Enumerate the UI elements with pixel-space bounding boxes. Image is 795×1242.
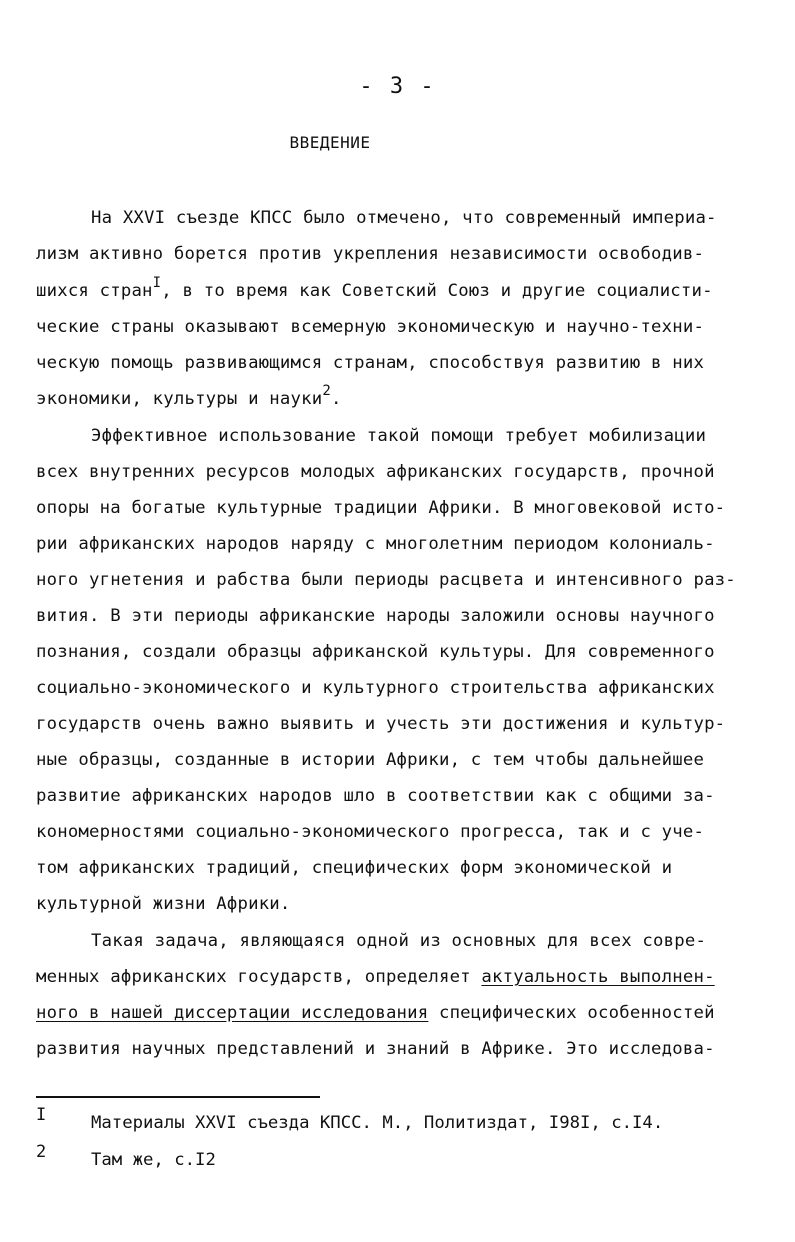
text-line: кономерностями социально-экономического прогресса, так и с уче- (36, 822, 705, 842)
footnote-mark: 2 (36, 1142, 47, 1162)
text-line: развитие африканских народов шло в соответствии как с общими за- (36, 786, 715, 806)
text-line: том африканских традиций, специфических форм экономической и (36, 858, 673, 878)
text-line: ческие страны оказывают всемерную экономическую и научно-техни- (36, 317, 705, 337)
footnote-text: Материалы XXVI съезда КПСС. М., Политиздат, I98I, с.I4. (91, 1113, 664, 1133)
text-line (36, 1001, 715, 1025)
text-run: . (330, 389, 342, 409)
text-line: опоры на богатые культурные традиции Африки. В многовековой исто- (36, 498, 726, 518)
text-line: познания, создали образцы африканской культуры. Для современного (36, 642, 715, 662)
text-run: специфических особенностей (428, 1003, 715, 1023)
text-line: ные образцы, созданные в истории Африки, с тем чтобы дальнейшее (36, 750, 705, 770)
text-line: всех внутренних ресурсов молодых африканских государств, прочной (36, 462, 715, 482)
text-line: ческую помощь развивающимся странам, способствуя развитию в них (36, 353, 705, 373)
text-line (36, 965, 715, 989)
text-line: Эффективное использование такой помощи требует мобилизации (91, 426, 707, 446)
page-number: - 3 - (359, 74, 436, 99)
text-line (36, 383, 342, 411)
footnote-mark: I (36, 1105, 47, 1125)
text-line: ного угнетения и рабства были периоды расцвета и интенсивного раз- (36, 570, 736, 590)
text-run: шихся стран (36, 281, 153, 301)
footnote-ref: 2 (322, 383, 331, 399)
text-line: культурной жизни Африки. (36, 894, 291, 914)
text-line: социально-экономического и культурного строительства африканских (36, 678, 715, 698)
underlined-phrase: ного в нашей диссертации исследования (36, 1003, 429, 1023)
text-line: рии африканских народов наряду с многолетним периодом колониаль- (36, 534, 715, 554)
text-line (36, 275, 713, 303)
text-line: Такая задача, являющаяся одной из основных для всех совре- (91, 931, 707, 951)
text-line: государств очень важно выявить и учесть эти достижения и культур- (36, 714, 726, 734)
underlined-phrase: актуальность выполнен- (481, 967, 715, 987)
text-line: лизм активно борется против укрепления независимости освободив- (36, 244, 705, 264)
text-line: вития. В эти периоды африканские народы заложили основы научного (36, 606, 715, 626)
footnote-text: Там же, с.I2 (91, 1150, 216, 1170)
text-run: , в то время как Советский Союз и другие социалисти- (161, 281, 713, 301)
footnote-separator (36, 1096, 320, 1098)
section-title: ВВЕДЕНИЕ (289, 133, 371, 152)
text-run: менных африканских государств, определяет (36, 967, 482, 987)
text-line: развития научных представлений и знаний в Африке. Это исследова- (36, 1039, 715, 1059)
text-line: На XXVI съезде КПСС было отмечено, что современный империа- (91, 208, 717, 228)
text-run: экономики, культуры и науки (36, 389, 323, 409)
footnote-ref: I (152, 275, 162, 291)
